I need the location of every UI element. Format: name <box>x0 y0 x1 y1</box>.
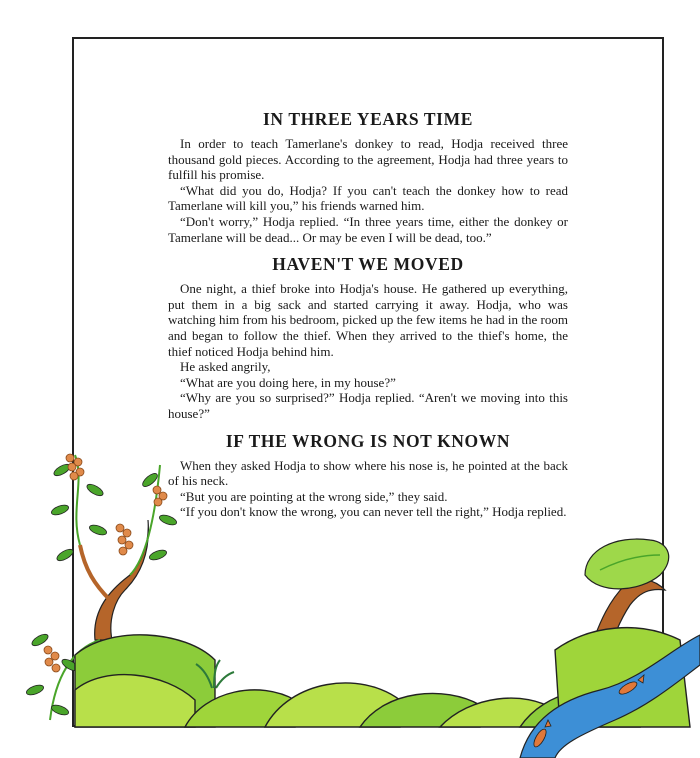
story-havent-we-moved <box>168 253 568 421</box>
story-paragraph: In order to teach Tamerlane's donkey to read, Hodja received three thousand gold pieces. According to the agreement, Hodja had three years to fulfill his promise. <box>168 136 568 183</box>
story-paragraph: “If you don't know the wrong, you can never tell the right,” Hodja replied. <box>180 504 567 520</box>
story-if-the-wrong-is-not-known <box>168 430 568 520</box>
story-paragraph: “Don't worry,” Hodja replied. “In three years time, either the donkey or Tamerlane will be dead... Or may be even I will be dead, too.” <box>168 213 568 245</box>
story-page <box>168 108 568 528</box>
story-in-three-years-time <box>168 108 568 245</box>
right-tree-canopy <box>585 539 669 589</box>
story-paragraph: One night, a thief broke into Hodja's house. He gathered up everything, put them in a big sack and started carrying it away. Hodja, who was watching him from his bedroom, picked up the few items he had in the room and began to follow the thief. When they arrived to the thief's home, the thief noticed Hodja behind him. <box>168 281 568 359</box>
story-title: IN THREE YEARS TIME <box>263 109 473 129</box>
story-title: HAVEN'T WE MOVED <box>272 254 464 275</box>
story-paragraph: “What are you doing here, in my house?” <box>180 374 396 390</box>
story-paragraph: He asked angrily, <box>180 359 271 375</box>
story-paragraph: When they asked Hodja to show where his nose is, he pointed at the back of his neck. <box>168 457 568 489</box>
story-paragraph: “What did you do, Hodja? If you can't teach the donkey how to read Tamerlane will kill you,” his friends warned him. <box>168 182 568 214</box>
story-title: IF THE WRONG IS NOT KNOWN <box>225 430 511 451</box>
story-paragraph: “Why are you so surprised?” Hodja replied. “Aren't we moving into this house?” <box>168 390 568 421</box>
left-tree-branch <box>80 545 110 600</box>
story-paragraph: “But you are pointing at the wrong side,” they said. <box>180 488 448 504</box>
